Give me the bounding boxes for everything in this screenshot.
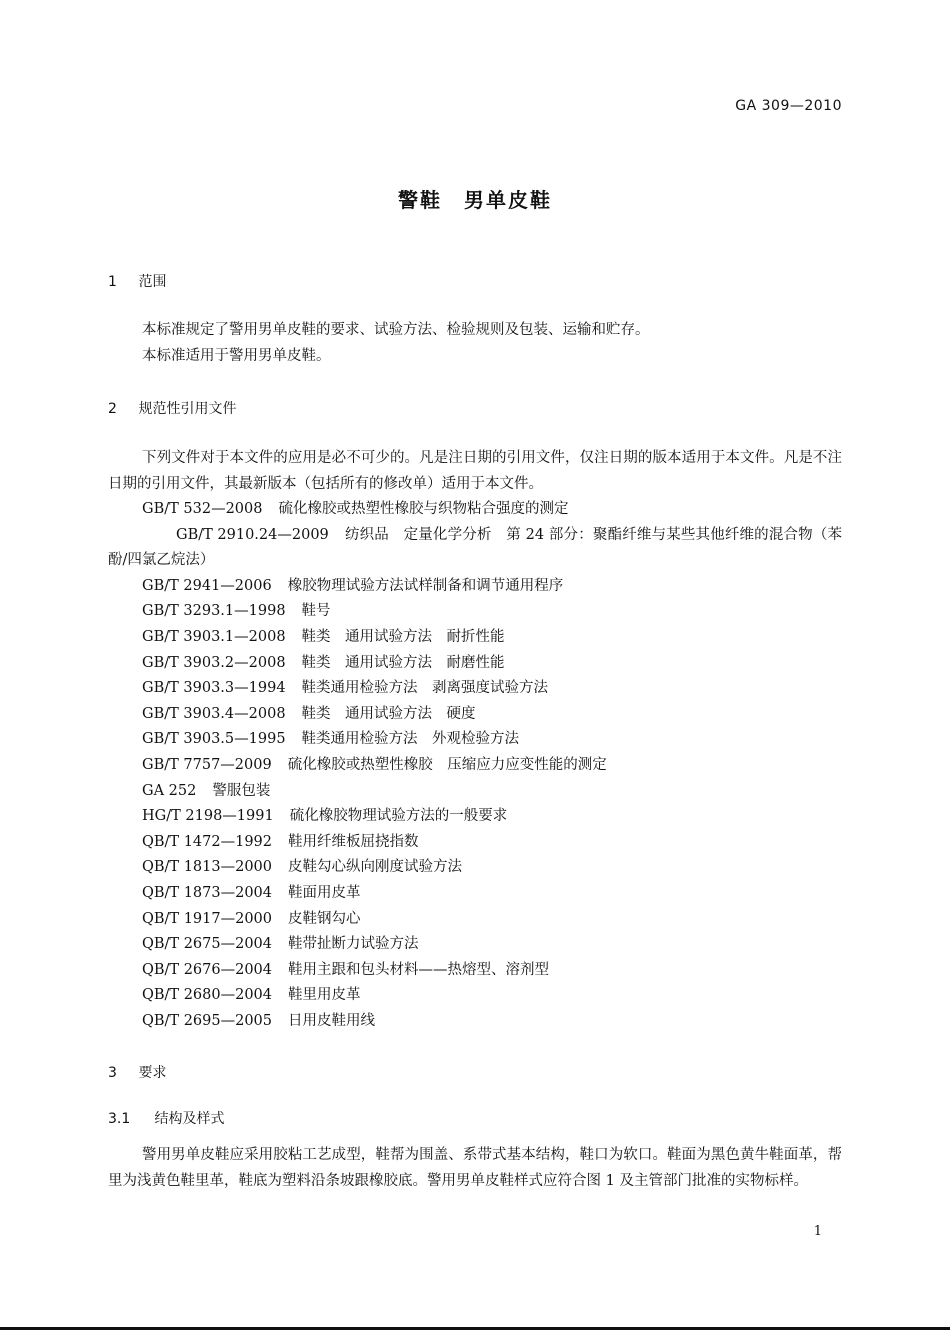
section-1-paragraph: 本标准规定了警用男单皮鞋的要求、试验方法、检验规则及包装、运输和贮存。 bbox=[142, 322, 650, 338]
reference-list bbox=[108, 497, 842, 1034]
reference-item bbox=[108, 855, 842, 881]
reference-item bbox=[108, 779, 842, 805]
reference-code: QB/T 1917—2000 bbox=[142, 910, 273, 927]
section-number: 3 bbox=[108, 1065, 117, 1081]
reference-code: QB/T 1873—2004 bbox=[142, 884, 273, 901]
reference-code: QB/T 2695—2005 bbox=[142, 1012, 273, 1029]
section-3-heading bbox=[108, 1062, 166, 1082]
page-number: 1 bbox=[813, 1224, 822, 1239]
reference-title: 硫化橡胶或热塑性橡胶 压缩应力应变性能的测定 bbox=[287, 756, 607, 773]
reference-code: QB/T 2680—2004 bbox=[142, 987, 273, 1004]
subsection-3-1-text: 警用男单皮鞋应采用胶粘工艺成型，鞋帮为围盖、系带式基本结构，鞋口为软口。鞋面为黑色黄牛鞋面革，帮里为浅黄色鞋里革，鞋底为塑料沿条坡跟橡胶底。警用男单皮鞋样式应符合图 1 及主管部门批准的实物标样。 bbox=[108, 1147, 842, 1189]
reference-title: 纺织品 定量化学分析 第 24 部分：聚酯纤维与某些其他纤维的混合物（苯酚/四氯乙烷法） bbox=[108, 526, 842, 569]
reference-item bbox=[108, 599, 842, 625]
reference-title: 皮鞋钢勾心 bbox=[288, 910, 361, 927]
section-1-paragraph: 本标准适用于警用男单皮鞋。 bbox=[142, 348, 331, 364]
section-title: 规范性引用文件 bbox=[138, 401, 237, 417]
reference-code: GA 252 bbox=[142, 782, 197, 799]
section-2-heading bbox=[108, 398, 236, 418]
section-number: 2 bbox=[108, 401, 117, 417]
reference-code: QB/T 2675—2004 bbox=[142, 936, 273, 953]
reference-title: 日用皮鞋用线 bbox=[288, 1012, 376, 1029]
reference-title: 鞋类通用检验方法 剥离强度试验方法 bbox=[301, 680, 549, 697]
reference-code: GB/T 3903.2—2008 bbox=[142, 654, 286, 671]
reference-code: GB/T 3903.5—1995 bbox=[142, 731, 286, 748]
standard-number: GA 309—2010 bbox=[735, 98, 842, 114]
reference-code: GB/T 2910.24—2009 bbox=[176, 526, 329, 543]
reference-title: 硫化橡胶或热塑性橡胶与织物粘合强度的测定 bbox=[278, 501, 569, 517]
reference-item bbox=[108, 574, 842, 600]
reference-title: 鞋号 bbox=[301, 603, 331, 620]
subsection-title: 结构及样式 bbox=[154, 1111, 225, 1127]
reference-title: 硫化橡胶物理试验方法的一般要求 bbox=[289, 808, 508, 825]
reference-code: QB/T 2676—2004 bbox=[142, 961, 273, 978]
reference-item bbox=[108, 753, 842, 779]
reference-item bbox=[108, 958, 842, 984]
reference-item bbox=[108, 881, 842, 907]
reference-item bbox=[108, 702, 842, 728]
reference-code: HG/T 2198—1991 bbox=[142, 808, 274, 825]
section-number: 1 bbox=[108, 274, 117, 290]
reference-item bbox=[108, 932, 842, 958]
reference-code: GB/T 2941—2006 bbox=[142, 577, 272, 594]
reference-code: QB/T 1813—2000 bbox=[142, 859, 273, 876]
reference-item bbox=[108, 830, 842, 856]
section-2-intro: 下列文件对于本文件的应用是必不可少的。凡是注日期的引用文件，仅注日期的版本适用于本文件。凡是不注日期的引用文件，其最新版本（包括所有的修改单）适用于本文件。 bbox=[108, 450, 842, 492]
reference-title: 橡胶物理试验方法试样制备和调节通用程序 bbox=[287, 577, 564, 594]
reference-title: 鞋用主跟和包头材料——热熔型、溶剂型 bbox=[288, 961, 550, 978]
reference-title: 鞋类 通用试验方法 耐磨性能 bbox=[301, 654, 505, 671]
reference-code: GB/T 532—2008 bbox=[142, 501, 263, 517]
section-1-heading bbox=[108, 271, 166, 291]
reference-item bbox=[108, 804, 842, 830]
reference-item bbox=[108, 983, 842, 1009]
reference-item bbox=[108, 651, 842, 677]
reference-code: GB/T 3903.4—2008 bbox=[142, 705, 286, 722]
reference-code: QB/T 1472—1992 bbox=[142, 833, 273, 850]
reference-title: 鞋类 通用试验方法 耐折性能 bbox=[301, 628, 505, 645]
document-title: 警鞋 男单皮鞋 bbox=[398, 188, 552, 212]
subsection-number: 3.1 bbox=[108, 1111, 131, 1127]
reference-item bbox=[108, 497, 842, 523]
reference-item bbox=[108, 676, 842, 702]
bottom-rule bbox=[0, 1327, 950, 1330]
reference-title: 鞋用纤维板屈挠指数 bbox=[288, 833, 419, 850]
reference-title: 鞋类 通用试验方法 硬度 bbox=[301, 705, 476, 722]
reference-code: GB/T 3903.1—2008 bbox=[142, 628, 286, 645]
reference-title: 警服包装 bbox=[212, 782, 271, 799]
subsection-3-1-heading bbox=[108, 1108, 224, 1128]
section-title: 要求 bbox=[138, 1065, 167, 1081]
reference-item bbox=[108, 523, 842, 574]
reference-code: GB/T 7757—2009 bbox=[142, 756, 272, 773]
reference-item bbox=[108, 1009, 842, 1035]
reference-code: GB/T 3903.3—1994 bbox=[142, 680, 286, 697]
reference-code: GB/T 3293.1—1998 bbox=[142, 603, 286, 620]
reference-title: 鞋带扯断力试验方法 bbox=[288, 936, 419, 953]
reference-title: 鞋类通用检验方法 外观检验方法 bbox=[301, 731, 520, 748]
reference-title: 皮鞋勾心纵向刚度试验方法 bbox=[288, 859, 463, 876]
reference-item bbox=[108, 625, 842, 651]
reference-title: 鞋面用皮革 bbox=[288, 884, 361, 901]
reference-title: 鞋里用皮革 bbox=[288, 987, 361, 1004]
reference-item bbox=[108, 727, 842, 753]
reference-item bbox=[108, 907, 842, 933]
section-title: 范围 bbox=[138, 274, 167, 290]
